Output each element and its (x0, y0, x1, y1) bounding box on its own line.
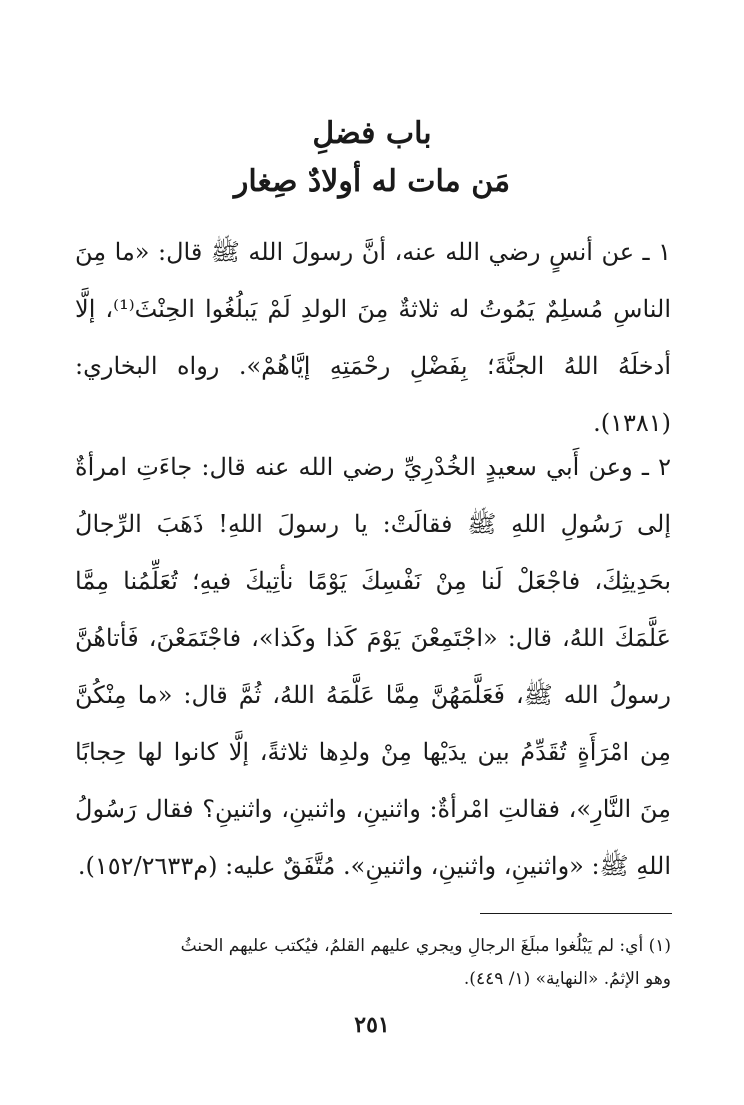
chapter-title (0, 110, 744, 206)
page-number: ٢٥١ (354, 1012, 390, 1038)
hadith-2-text: ٢ ـ وعن أَبي سعيدٍ الخُدْرِيِّ رضي الله عنه قال: جاءَتِ امرأةٌ إلى رَسُولِ اللهِ ﷺ فقالَتْ: يا رسولَ اللهِ! ذَهَبَ الرِّجالُ بحَدِيثِكَ، فاجْعَلْ لَنا مِنْ نَفْسِكَ يَوْمًا نأتِيكَ فيهِ؛ تُعَلِّمُنا مِمَّا عَلَّمَكَ اللهُ، قال: «اجْتَمِعْنَ يَوْمَ كَذا وكَذا»، فاجْتَمَعْنَ، فَأتاهُنَّ رسولُ الله ﷺ، فَعَلَّمَهُنَّ مِمَّا عَلَّمَهُ اللهُ، ثُمَّ قال: «ما مِنْكُنَّ مِن امْرَأَةٍ تُقَدِّمُ بين يدَيْها مِنْ ولدِها ثلاثةً، إلَّا كانوا لها حِجابًا مِنَ النَّارِ»، فقالتِ امْرأةٌ: واثنينِ، واثنينِ، واثنينِ؟ فقال رَسُولُ اللهِ ﷺ: «واثنينِ، واثنينِ، واثنينِ». مُتَّفَقٌ عليه: (م١٥٢/٢٦٣٣). (75, 453, 671, 880)
chapter-title-line-1: باب فضلِ (312, 116, 432, 151)
chapter-title-line-2: مَن مات له أولادٌ صِغار (233, 164, 511, 199)
hadith-2 (75, 439, 671, 895)
hadith-1-text: ١ ـ عن أنسٍ رضي الله عنه، أنَّ رسولَ الله ﷺ قال: «ما مِنَ الناسِ مُسلِمٌ يَمُوتُ له ثلاثةٌ مِنَ الولدِ لَمْ يَبلُغُوا الحِنْثَ⁽¹⁾، إلَّا أدخلَهُ اللهُ الجنَّةَ؛ بِفَضْلِ رحْمَتِهِ إيَّاهُمْ». رواه البخاري: (١٣٨١). (75, 238, 672, 437)
footnote (75, 930, 671, 996)
footnote-divider (480, 913, 672, 914)
footnote-line-1: (١) أي: لم يَبْلُغوا مبلَغَ الرجالِ ويجري عليهم القلمُ، فيُكتب عليهم الحنثُ (180, 936, 671, 956)
hadith-1 (75, 224, 671, 452)
footnote-line-2: وهو الإثمُ. «النهاية» (١/ ٤٤٩). (463, 969, 671, 989)
